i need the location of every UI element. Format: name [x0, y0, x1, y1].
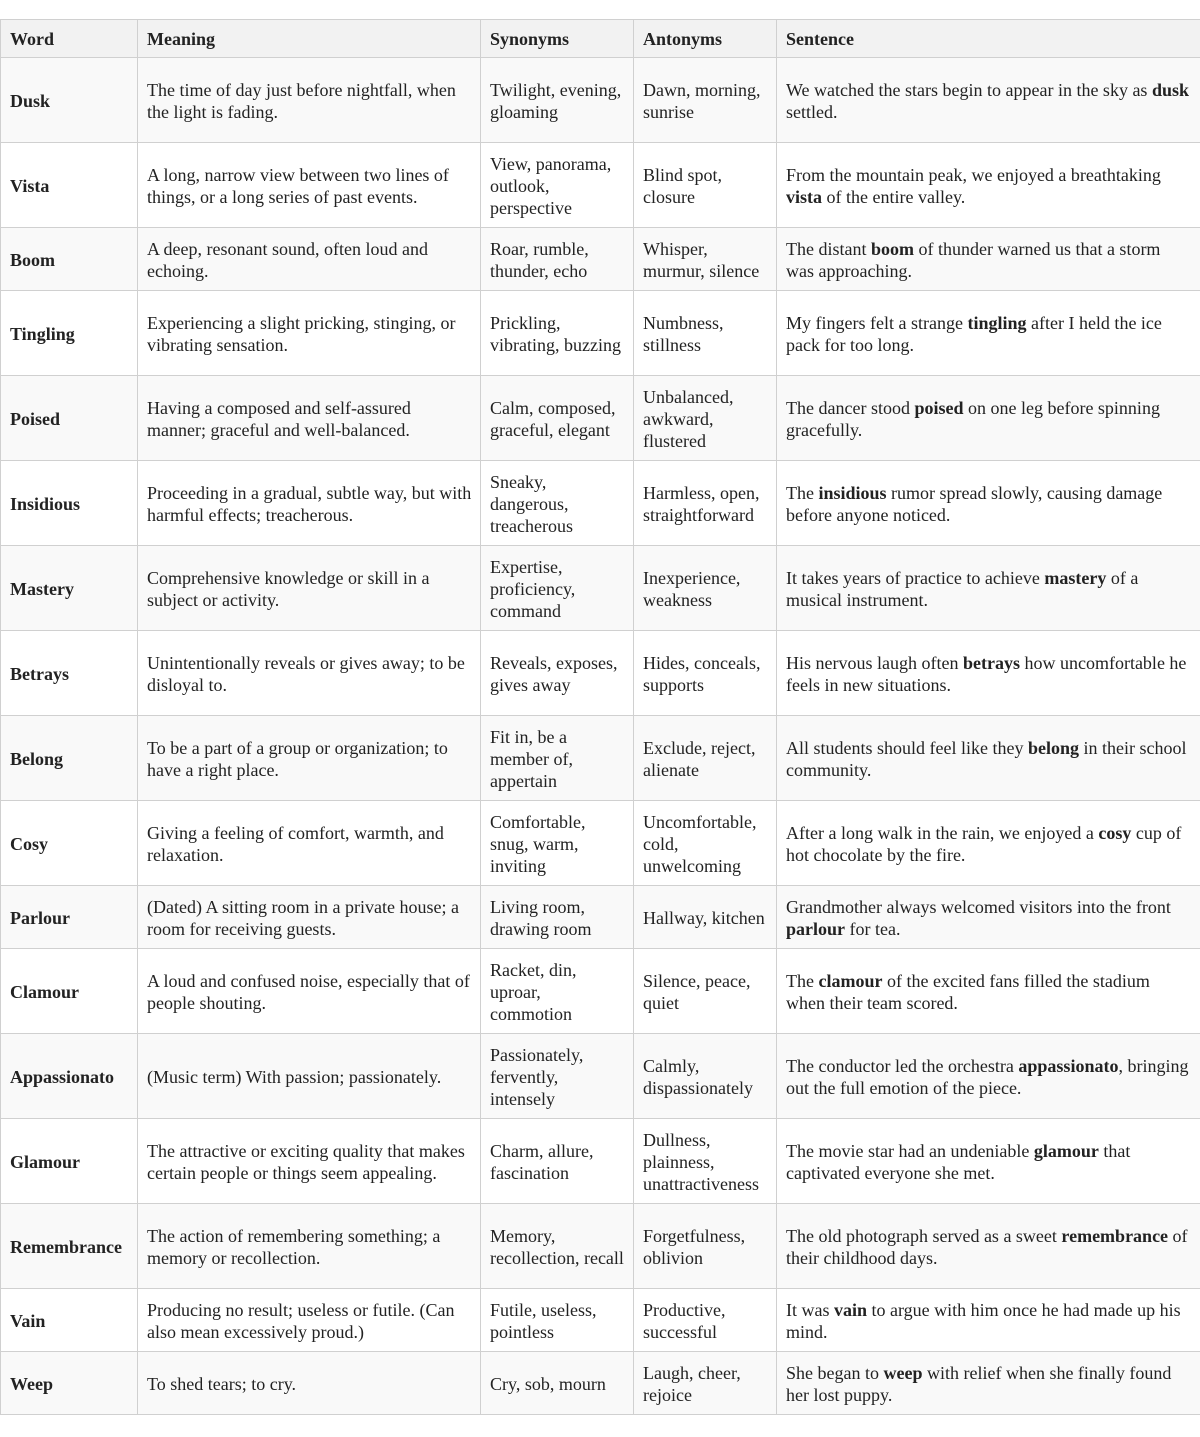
table-body: [1, 58, 1200, 1415]
word-cell: Belong: [1, 716, 138, 801]
sentence-cell: [777, 1119, 1200, 1204]
antonyms-cell: Calmly, dispassionately: [634, 1034, 777, 1119]
meaning-cell: A long, narrow view between two lines of things, or a long series of past events.: [138, 143, 481, 228]
word-cell: Dusk: [1, 58, 138, 143]
sentence-after: of their childhood days.: [786, 1225, 1188, 1268]
sentence-after: for tea.: [845, 918, 901, 939]
antonyms-cell: Silence, peace, quiet: [634, 949, 777, 1034]
sentence-keyword: remembrance: [1061, 1225, 1169, 1246]
meaning-cell: (Music term) With passion; passionately.: [138, 1034, 481, 1119]
antonyms-cell: Laugh, cheer, rejoice: [634, 1352, 777, 1415]
synonyms-cell: Futile, useless, pointless: [481, 1289, 634, 1352]
word-cell: Appassionato: [1, 1034, 138, 1119]
synonyms-cell: Fit in, be a member of, appertain: [481, 716, 634, 801]
antonyms-cell: Hallway, kitchen: [634, 886, 777, 949]
sentence-keyword: betrays: [962, 652, 1020, 673]
sentence-keyword: mastery: [1044, 567, 1107, 588]
table-header-row: [1, 20, 1200, 58]
sentence-after: of the excited fans filled the stadium when their team scored.: [786, 970, 1150, 1013]
sentence-after: after I held the ice pack for too long.: [786, 312, 1162, 355]
antonyms-cell: Productive, successful: [634, 1289, 777, 1352]
table-row: [1, 1352, 1200, 1415]
sentence-cell: [777, 228, 1200, 291]
sentence-after: to argue with him once he had made up his mind.: [786, 1299, 1181, 1342]
table-row: [1, 631, 1200, 716]
sentence-after: how uncomfortable he feels in new situations.: [786, 652, 1187, 695]
meaning-cell: Having a composed and self-assured manner; graceful and well-balanced.: [138, 376, 481, 461]
sentence-after: rumor spread slowly, causing damage before anyone noticed.: [786, 482, 1163, 525]
header-word: Word: [1, 20, 138, 58]
table-row: [1, 1034, 1200, 1119]
word-cell: Poised: [1, 376, 138, 461]
meaning-cell: The time of day just before nightfall, when the light is fading.: [138, 58, 481, 143]
sentence-keyword: dusk: [1151, 79, 1189, 100]
meaning-cell: Unintentionally reveals or gives away; to be disloyal to.: [138, 631, 481, 716]
sentence-cell: [777, 949, 1200, 1034]
sentence-keyword: clamour: [818, 970, 883, 991]
sentence-after: in their school community.: [786, 737, 1187, 780]
sentence-before: Grandmother always welcomed visitors into the front: [786, 896, 1171, 917]
antonyms-cell: Inexperience, weakness: [634, 546, 777, 631]
synonyms-cell: Racket, din, uproar, commotion: [481, 949, 634, 1034]
table-row: [1, 546, 1200, 631]
word-cell: Weep: [1, 1352, 138, 1415]
antonyms-cell: Forgetfulness, oblivion: [634, 1204, 777, 1289]
sentence-after: of thunder warned us that a storm was approaching.: [786, 238, 1161, 281]
synonyms-cell: Sneaky, dangerous, treacherous: [481, 461, 634, 546]
sentence-keyword: tingling: [967, 312, 1027, 333]
antonyms-cell: Exclude, reject, alienate: [634, 716, 777, 801]
sentence-before: The: [786, 482, 819, 503]
sentence-after: of a musical instrument.: [786, 567, 1139, 610]
vocabulary-table: [0, 19, 1200, 1415]
table-row: [1, 1289, 1200, 1352]
sentence-cell: [777, 58, 1200, 143]
sentence-after: of the entire valley.: [822, 186, 966, 207]
meaning-cell: Giving a feeling of comfort, warmth, and relaxation.: [138, 801, 481, 886]
sentence-before: My fingers felt a strange: [786, 312, 968, 333]
sentence-cell: [777, 1034, 1200, 1119]
sentence-cell: [777, 143, 1200, 228]
sentence-after: settled.: [786, 101, 838, 122]
header-antonyms: Antonyms: [634, 20, 777, 58]
header-synonyms: Synonyms: [481, 20, 634, 58]
word-cell: Vain: [1, 1289, 138, 1352]
antonyms-cell: Hides, conceals, supports: [634, 631, 777, 716]
sentence-cell: [777, 1352, 1200, 1415]
sentence-after: on one leg before spinning gracefully.: [786, 397, 1160, 440]
sentence-after: that captivated everyone she met.: [786, 1140, 1131, 1183]
meaning-cell: The action of remembering something; a memory or recollection.: [138, 1204, 481, 1289]
sentence-before: It takes years of practice to achieve: [786, 567, 1045, 588]
meaning-cell: To be a part of a group or organization; to have a right place.: [138, 716, 481, 801]
meaning-cell: Comprehensive knowledge or skill in a subject or activity.: [138, 546, 481, 631]
antonyms-cell: Dawn, morning, sunrise: [634, 58, 777, 143]
word-cell: Parlour: [1, 886, 138, 949]
synonyms-cell: Comfortable, snug, warm, inviting: [481, 801, 634, 886]
sentence-after: cup of hot chocolate by the fire.: [786, 822, 1182, 865]
sentence-cell: [777, 546, 1200, 631]
synonyms-cell: Roar, rumble, thunder, echo: [481, 228, 634, 291]
antonyms-cell: Unbalanced, awkward, flustered: [634, 376, 777, 461]
sentence-before: It was: [786, 1299, 834, 1320]
synonyms-cell: Calm, composed, graceful, elegant: [481, 376, 634, 461]
sentence-keyword: vista: [786, 186, 822, 207]
word-cell: Betrays: [1, 631, 138, 716]
synonyms-cell: Charm, allure, fascination: [481, 1119, 634, 1204]
meaning-cell: The attractive or exciting quality that makes certain people or things seem appealing.: [138, 1119, 481, 1204]
sentence-before: All students should feel like they: [786, 737, 1028, 758]
antonyms-cell: Blind spot, closure: [634, 143, 777, 228]
table-row: [1, 886, 1200, 949]
table-row: [1, 716, 1200, 801]
sentence-keyword: glamour: [1033, 1140, 1099, 1161]
antonyms-cell: Numbness, stillness: [634, 291, 777, 376]
synonyms-cell: Twilight, evening, gloaming: [481, 58, 634, 143]
synonyms-cell: Prickling, vibrating, buzzing: [481, 291, 634, 376]
sentence-keyword: vain: [834, 1299, 868, 1320]
antonyms-cell: Harmless, open, straightforward: [634, 461, 777, 546]
meaning-cell: (Dated) A sitting room in a private house; a room for receiving guests.: [138, 886, 481, 949]
meaning-cell: To shed tears; to cry.: [138, 1352, 481, 1415]
meaning-cell: Producing no result; useless or futile. (Can also mean excessively proud.): [138, 1289, 481, 1352]
synonyms-cell: Passionately, fervently, intensely: [481, 1034, 634, 1119]
sentence-cell: [777, 291, 1200, 376]
word-cell: Boom: [1, 228, 138, 291]
table-row: [1, 228, 1200, 291]
meaning-cell: Experiencing a slight pricking, stinging, or vibrating sensation.: [138, 291, 481, 376]
sentence-before: The movie star had an undeniable: [786, 1140, 1034, 1161]
sentence-keyword: insidious: [818, 482, 887, 503]
synonyms-cell: Reveals, exposes, gives away: [481, 631, 634, 716]
sentence-before: The old photograph served as a sweet: [786, 1225, 1062, 1246]
word-cell: Remembrance: [1, 1204, 138, 1289]
sentence-cell: [777, 886, 1200, 949]
word-cell: Glamour: [1, 1119, 138, 1204]
table-row: [1, 949, 1200, 1034]
sentence-keyword: poised: [914, 397, 964, 418]
word-cell: Tingling: [1, 291, 138, 376]
sentence-before: The distant: [786, 238, 871, 259]
word-cell: Insidious: [1, 461, 138, 546]
sentence-after: with relief when she finally found her lost puppy.: [786, 1362, 1172, 1405]
sentence-before: We watched the stars begin to appear in the sky as: [786, 79, 1152, 100]
sentence-cell: [777, 801, 1200, 886]
meaning-cell: A loud and confused noise, especially that of people shouting.: [138, 949, 481, 1034]
word-cell: Mastery: [1, 546, 138, 631]
table-row: [1, 1204, 1200, 1289]
header-sentence: Sentence: [777, 20, 1200, 58]
synonyms-cell: Cry, sob, mourn: [481, 1352, 634, 1415]
sentence-cell: [777, 1289, 1200, 1352]
synonyms-cell: Expertise, proficiency, command: [481, 546, 634, 631]
table-row: [1, 461, 1200, 546]
sentence-cell: [777, 716, 1200, 801]
table-row: [1, 1119, 1200, 1204]
sentence-before: His nervous laugh often: [786, 652, 963, 673]
word-cell: Cosy: [1, 801, 138, 886]
table-row: [1, 376, 1200, 461]
sentence-keyword: appassionato: [1018, 1055, 1119, 1076]
table-row: [1, 801, 1200, 886]
synonyms-cell: View, panorama, outlook, perspective: [481, 143, 634, 228]
synonyms-cell: Living room, drawing room: [481, 886, 634, 949]
antonyms-cell: Dullness, plainness, unattractiveness: [634, 1119, 777, 1204]
sentence-before: After a long walk in the rain, we enjoyed a: [786, 822, 1099, 843]
sentence-keyword: belong: [1027, 737, 1079, 758]
sentence-cell: [777, 631, 1200, 716]
sentence-keyword: weep: [883, 1362, 923, 1383]
sentence-keyword: cosy: [1098, 822, 1132, 843]
sentence-after: , bringing out the full emotion of the piece.: [786, 1055, 1189, 1098]
sentence-keyword: parlour: [786, 918, 846, 939]
header-meaning: Meaning: [138, 20, 481, 58]
sentence-before: The conductor led the orchestra: [786, 1055, 1019, 1076]
sentence-before: She began to: [786, 1362, 884, 1383]
sentence-before: The: [786, 970, 819, 991]
sentence-before: From the mountain peak, we enjoyed a breathtaking: [786, 164, 1161, 185]
table-row: [1, 58, 1200, 143]
word-cell: Clamour: [1, 949, 138, 1034]
meaning-cell: A deep, resonant sound, often loud and echoing.: [138, 228, 481, 291]
sentence-cell: [777, 1204, 1200, 1289]
sentence-cell: [777, 461, 1200, 546]
meaning-cell: Proceeding in a gradual, subtle way, but with harmful effects; treacherous.: [138, 461, 481, 546]
sentence-cell: [777, 376, 1200, 461]
synonyms-cell: Memory, recollection, recall: [481, 1204, 634, 1289]
sentence-keyword: boom: [870, 238, 914, 259]
antonyms-cell: Uncomfortable, cold, unwelcoming: [634, 801, 777, 886]
antonyms-cell: Whisper, murmur, silence: [634, 228, 777, 291]
sentence-before: The dancer stood: [786, 397, 915, 418]
word-cell: Vista: [1, 143, 138, 228]
table-row: [1, 143, 1200, 228]
table-row: [1, 291, 1200, 376]
